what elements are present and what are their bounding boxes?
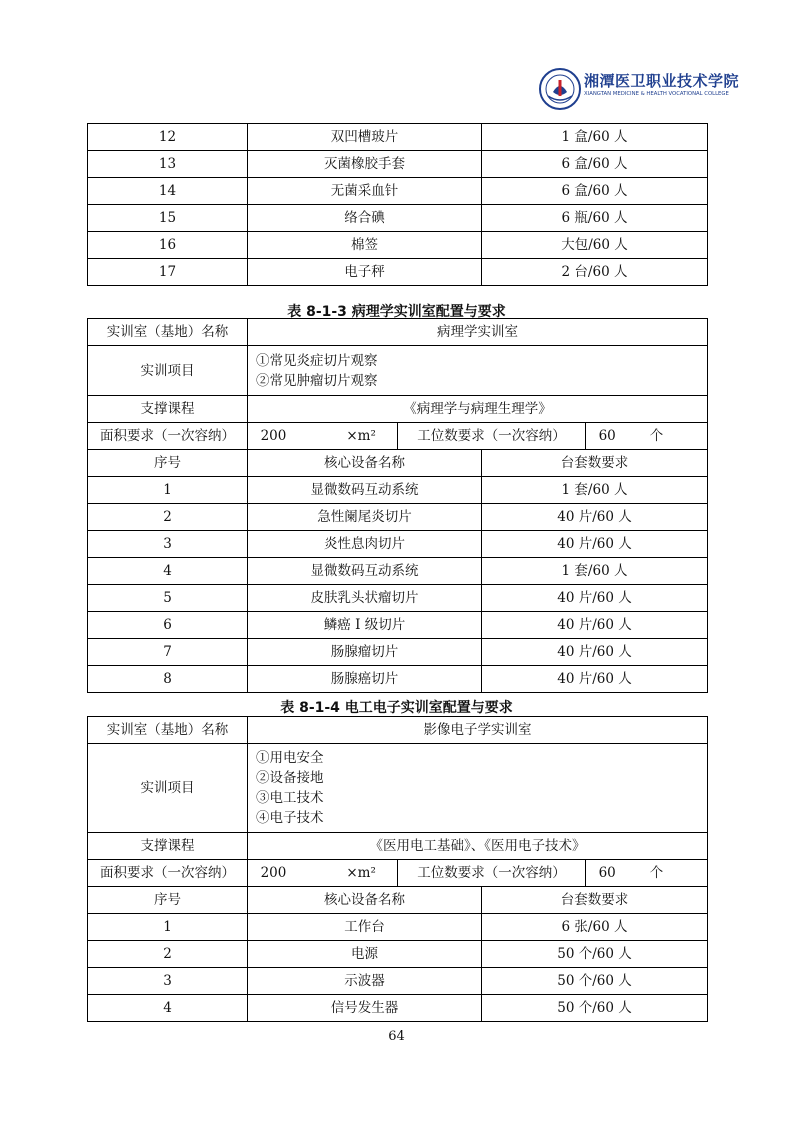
equipment-quantity: 6 瓶/60 人 bbox=[482, 205, 708, 232]
table-row bbox=[88, 504, 708, 531]
station-unit: 个 bbox=[649, 865, 664, 881]
equipment-quantity: 1 套/60 人 bbox=[482, 477, 708, 504]
station-unit: 个 bbox=[649, 428, 664, 444]
project-item: ④电子技术 bbox=[256, 810, 324, 826]
station-label: 工位数要求（一次容纳） bbox=[398, 423, 586, 450]
table-row bbox=[88, 968, 708, 995]
station-number: 60 bbox=[598, 428, 616, 444]
equipment-name: 工作台 bbox=[248, 914, 482, 941]
column-header-no: 序号 bbox=[88, 887, 248, 914]
station-number: 60 bbox=[598, 865, 616, 881]
equipment-name: 炎性息肉切片 bbox=[248, 531, 482, 558]
column-header-qty: 台套数要求 bbox=[482, 887, 708, 914]
school-name: 湘潭医卫职业技术学院 bbox=[584, 72, 740, 90]
equipment-quantity: 6 盒/60 人 bbox=[482, 151, 708, 178]
equipment-name: 急性阑尾炎切片 bbox=[248, 504, 482, 531]
course-value: 《医用电工基础》、《医用电子技术》 bbox=[248, 833, 708, 860]
equipment-name: 双凹槽玻片 bbox=[248, 124, 482, 151]
pathology-lab-table bbox=[87, 318, 708, 693]
equipment-name: 络合碘 bbox=[248, 205, 482, 232]
row-number: 13 bbox=[88, 151, 248, 178]
table-row bbox=[88, 666, 708, 693]
equipment-quantity: 6 盒/60 人 bbox=[482, 178, 708, 205]
table-row bbox=[88, 124, 708, 151]
row-number: 4 bbox=[88, 995, 248, 1022]
equipment-quantity: 40 片/60 人 bbox=[482, 585, 708, 612]
table-row bbox=[88, 585, 708, 612]
project-item: ②设备接地 bbox=[256, 770, 324, 786]
table-caption: 表 8-1-4 电工电子实训室配置与要求 bbox=[280, 700, 513, 716]
projects-list bbox=[248, 744, 708, 833]
row-number: 17 bbox=[88, 259, 248, 286]
equipment-table-continued bbox=[87, 123, 708, 286]
equipment-name: 示波器 bbox=[248, 968, 482, 995]
equipment-quantity: 40 片/60 人 bbox=[482, 504, 708, 531]
equipment-quantity: 1 套/60 人 bbox=[482, 558, 708, 585]
row-number: 3 bbox=[88, 968, 248, 995]
project-item: ①常见炎症切片观察 bbox=[256, 352, 378, 369]
row-number: 1 bbox=[88, 477, 248, 504]
row-number: 8 bbox=[88, 666, 248, 693]
table-row bbox=[88, 178, 708, 205]
row-number: 3 bbox=[88, 531, 248, 558]
table-row bbox=[88, 941, 708, 968]
electrical-lab-table bbox=[87, 716, 708, 1022]
course-value: 《病理学与病理生理学》 bbox=[248, 396, 708, 423]
area-unit: ×m² bbox=[346, 428, 376, 444]
page-number: 64 bbox=[388, 1029, 405, 1044]
area-number: 200 bbox=[260, 428, 287, 444]
table-row bbox=[88, 639, 708, 666]
row-number: 2 bbox=[88, 941, 248, 968]
row-number: 6 bbox=[88, 612, 248, 639]
table-row bbox=[88, 151, 708, 178]
equipment-quantity: 2 台/60 人 bbox=[482, 259, 708, 286]
equipment-name: 棉签 bbox=[248, 232, 482, 259]
equipment-name: 肠腺瘤切片 bbox=[248, 639, 482, 666]
college-emblem-icon bbox=[539, 68, 581, 110]
column-header-qty: 台套数要求 bbox=[482, 450, 708, 477]
room-name-value: 影像电子学实训室 bbox=[248, 717, 708, 744]
room-name-label: 实训室（基地）名称 bbox=[88, 319, 248, 346]
table-row bbox=[88, 477, 708, 504]
row-number: 16 bbox=[88, 232, 248, 259]
row-number: 1 bbox=[88, 914, 248, 941]
table-row bbox=[88, 612, 708, 639]
row-number: 4 bbox=[88, 558, 248, 585]
equipment-quantity: 40 片/60 人 bbox=[482, 612, 708, 639]
area-unit: ×m² bbox=[346, 865, 376, 881]
equipment-quantity: 40 片/60 人 bbox=[482, 639, 708, 666]
course-label: 支撑课程 bbox=[88, 833, 248, 860]
area-number: 200 bbox=[260, 865, 287, 881]
equipment-quantity: 1 盒/60 人 bbox=[482, 124, 708, 151]
area-value bbox=[248, 423, 398, 450]
course-label: 支撑课程 bbox=[88, 396, 248, 423]
equipment-name: 电子秤 bbox=[248, 259, 482, 286]
table-row bbox=[88, 259, 708, 286]
room-name-value: 病理学实训室 bbox=[248, 319, 708, 346]
projects-label: 实训项目 bbox=[88, 744, 248, 833]
column-header-no: 序号 bbox=[88, 450, 248, 477]
row-number: 2 bbox=[88, 504, 248, 531]
equipment-quantity: 50 个/60 人 bbox=[482, 968, 708, 995]
equipment-quantity: 50 个/60 人 bbox=[482, 941, 708, 968]
equipment-name: 肠腺癌切片 bbox=[248, 666, 482, 693]
project-item: ①用电安全 bbox=[256, 750, 324, 766]
equipment-name: 无菌采血针 bbox=[248, 178, 482, 205]
equipment-name: 皮肤乳头状瘤切片 bbox=[248, 585, 482, 612]
table-row bbox=[88, 995, 708, 1022]
area-label: 面积要求（一次容纳） bbox=[88, 423, 248, 450]
row-number: 12 bbox=[88, 124, 248, 151]
row-number: 7 bbox=[88, 639, 248, 666]
table-row bbox=[88, 914, 708, 941]
room-name-label: 实训室（基地）名称 bbox=[88, 717, 248, 744]
projects-list bbox=[248, 346, 708, 396]
equipment-quantity: 6 张/60 人 bbox=[482, 914, 708, 941]
row-number: 15 bbox=[88, 205, 248, 232]
table-row bbox=[88, 531, 708, 558]
equipment-name: 显微数码互动系统 bbox=[248, 477, 482, 504]
row-number: 14 bbox=[88, 178, 248, 205]
equipment-quantity: 40 片/60 人 bbox=[482, 531, 708, 558]
area-value bbox=[248, 860, 398, 887]
station-value bbox=[586, 860, 708, 887]
equipment-name: 信号发生器 bbox=[248, 995, 482, 1022]
table-caption: 表 8-1-3 病理学实训室配置与要求 bbox=[287, 304, 506, 320]
station-value bbox=[586, 423, 708, 450]
equipment-quantity: 50 个/60 人 bbox=[482, 995, 708, 1022]
column-header-name: 核心设备名称 bbox=[248, 887, 482, 914]
table-row bbox=[88, 558, 708, 585]
equipment-name: 电源 bbox=[248, 941, 482, 968]
table-row bbox=[88, 205, 708, 232]
equipment-name: 显微数码互动系统 bbox=[248, 558, 482, 585]
equipment-quantity: 40 片/60 人 bbox=[482, 666, 708, 693]
row-number: 5 bbox=[88, 585, 248, 612]
station-label: 工位数要求（一次容纳） bbox=[398, 860, 586, 887]
project-item: ②常见肿瘤切片观察 bbox=[256, 372, 378, 389]
equipment-name: 灭菌橡胶手套 bbox=[248, 151, 482, 178]
table-row bbox=[88, 232, 708, 259]
project-item: ③电工技术 bbox=[256, 790, 324, 806]
equipment-name: 鳞癌 I 级切片 bbox=[248, 612, 482, 639]
equipment-quantity: 大包/60 人 bbox=[482, 232, 708, 259]
school-name-en: XIANGTAN MEDICINE & HEALTH VOCATIONAL COLLEGE bbox=[584, 91, 729, 97]
projects-label: 实训项目 bbox=[88, 346, 248, 396]
area-label: 面积要求（一次容纳） bbox=[88, 860, 248, 887]
column-header-name: 核心设备名称 bbox=[248, 450, 482, 477]
